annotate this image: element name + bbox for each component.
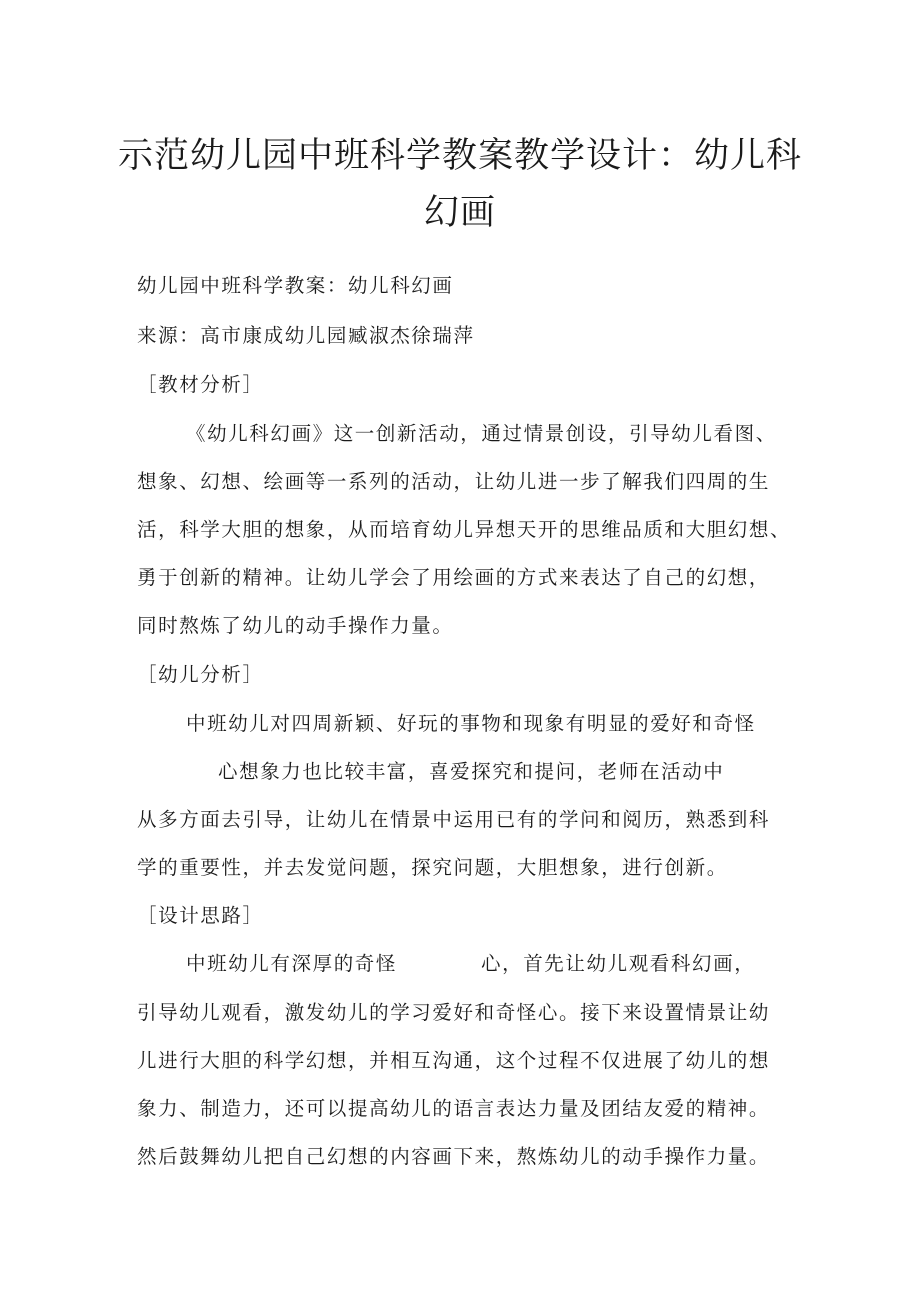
section-heading-children: ［幼儿分析］ <box>137 663 264 686</box>
paragraph-line: 从多方面去引导，让幼儿在情景中运用已有的学问和阅历，熟悉到科 <box>137 808 771 831</box>
paragraph-line: 同时熬炼了幼儿的动手操作力量。 <box>137 614 454 637</box>
document-subtitle: 幼儿园中班科学教案：幼儿科幻画 <box>137 274 454 297</box>
paragraph-line-part: 心，首先让幼儿观看科幻画， <box>481 952 756 975</box>
section-heading-material: ［教材分析］ <box>137 373 264 396</box>
paragraph-line: 象力、制造力，还可以提高幼儿的语言表达力量及团结友爱的精神。 <box>137 1097 771 1120</box>
document-title-line-2: 幻画 <box>423 193 496 233</box>
paragraph-line: 引导幼儿观看，激发幼儿的学习爱好和奇怪心。接下来设置情景让幼 <box>137 1001 771 1024</box>
paragraph-line: 《幼儿科幻画》这一创新活动，通过情景创设，引导幼儿看图、 <box>186 422 777 445</box>
paragraph-line: 学的重要性，并去发觉问题，探究问题，大胆想象，进行创新。 <box>137 856 728 879</box>
document-source: 来源：高市康成幼儿园臧淑杰徐瑞萍 <box>137 324 475 347</box>
document-title-line-1: 示范幼儿园中班科学教案教学设计：幼儿科 <box>117 136 802 176</box>
paragraph-line: 中班幼儿对四周新颖、好玩的事物和现象有明显的爱好和奇怪 <box>186 712 756 735</box>
paragraph-line: 心想象力也比较丰富，喜爱探究和提问，老师在活动中 <box>218 760 725 783</box>
paragraph-line-part: 中班幼儿有深厚的奇怪 <box>186 952 398 975</box>
paragraph-line: 想象、幻想、绘画等一系列的活动，让幼儿进一步了解我们四周的生 <box>137 470 771 493</box>
section-heading-design: ［设计思路］ <box>137 904 264 927</box>
paragraph-line: 活，科学大胆的想象，从而培育幼儿异想天开的思维品质和大胆幻想、 <box>137 518 792 541</box>
paragraph-line: 然后鼓舞幼儿把自己幻想的内容画下来，熬炼幼儿的动手操作力量。 <box>137 1145 771 1168</box>
paragraph-line: 勇于创新的精神。让幼儿学会了用绘画的方式来表达了自己的幻想， <box>137 566 771 589</box>
paragraph-line: 儿进行大胆的科学幻想，并相互沟通，这个过程不仅进展了幼儿的想 <box>137 1049 771 1072</box>
